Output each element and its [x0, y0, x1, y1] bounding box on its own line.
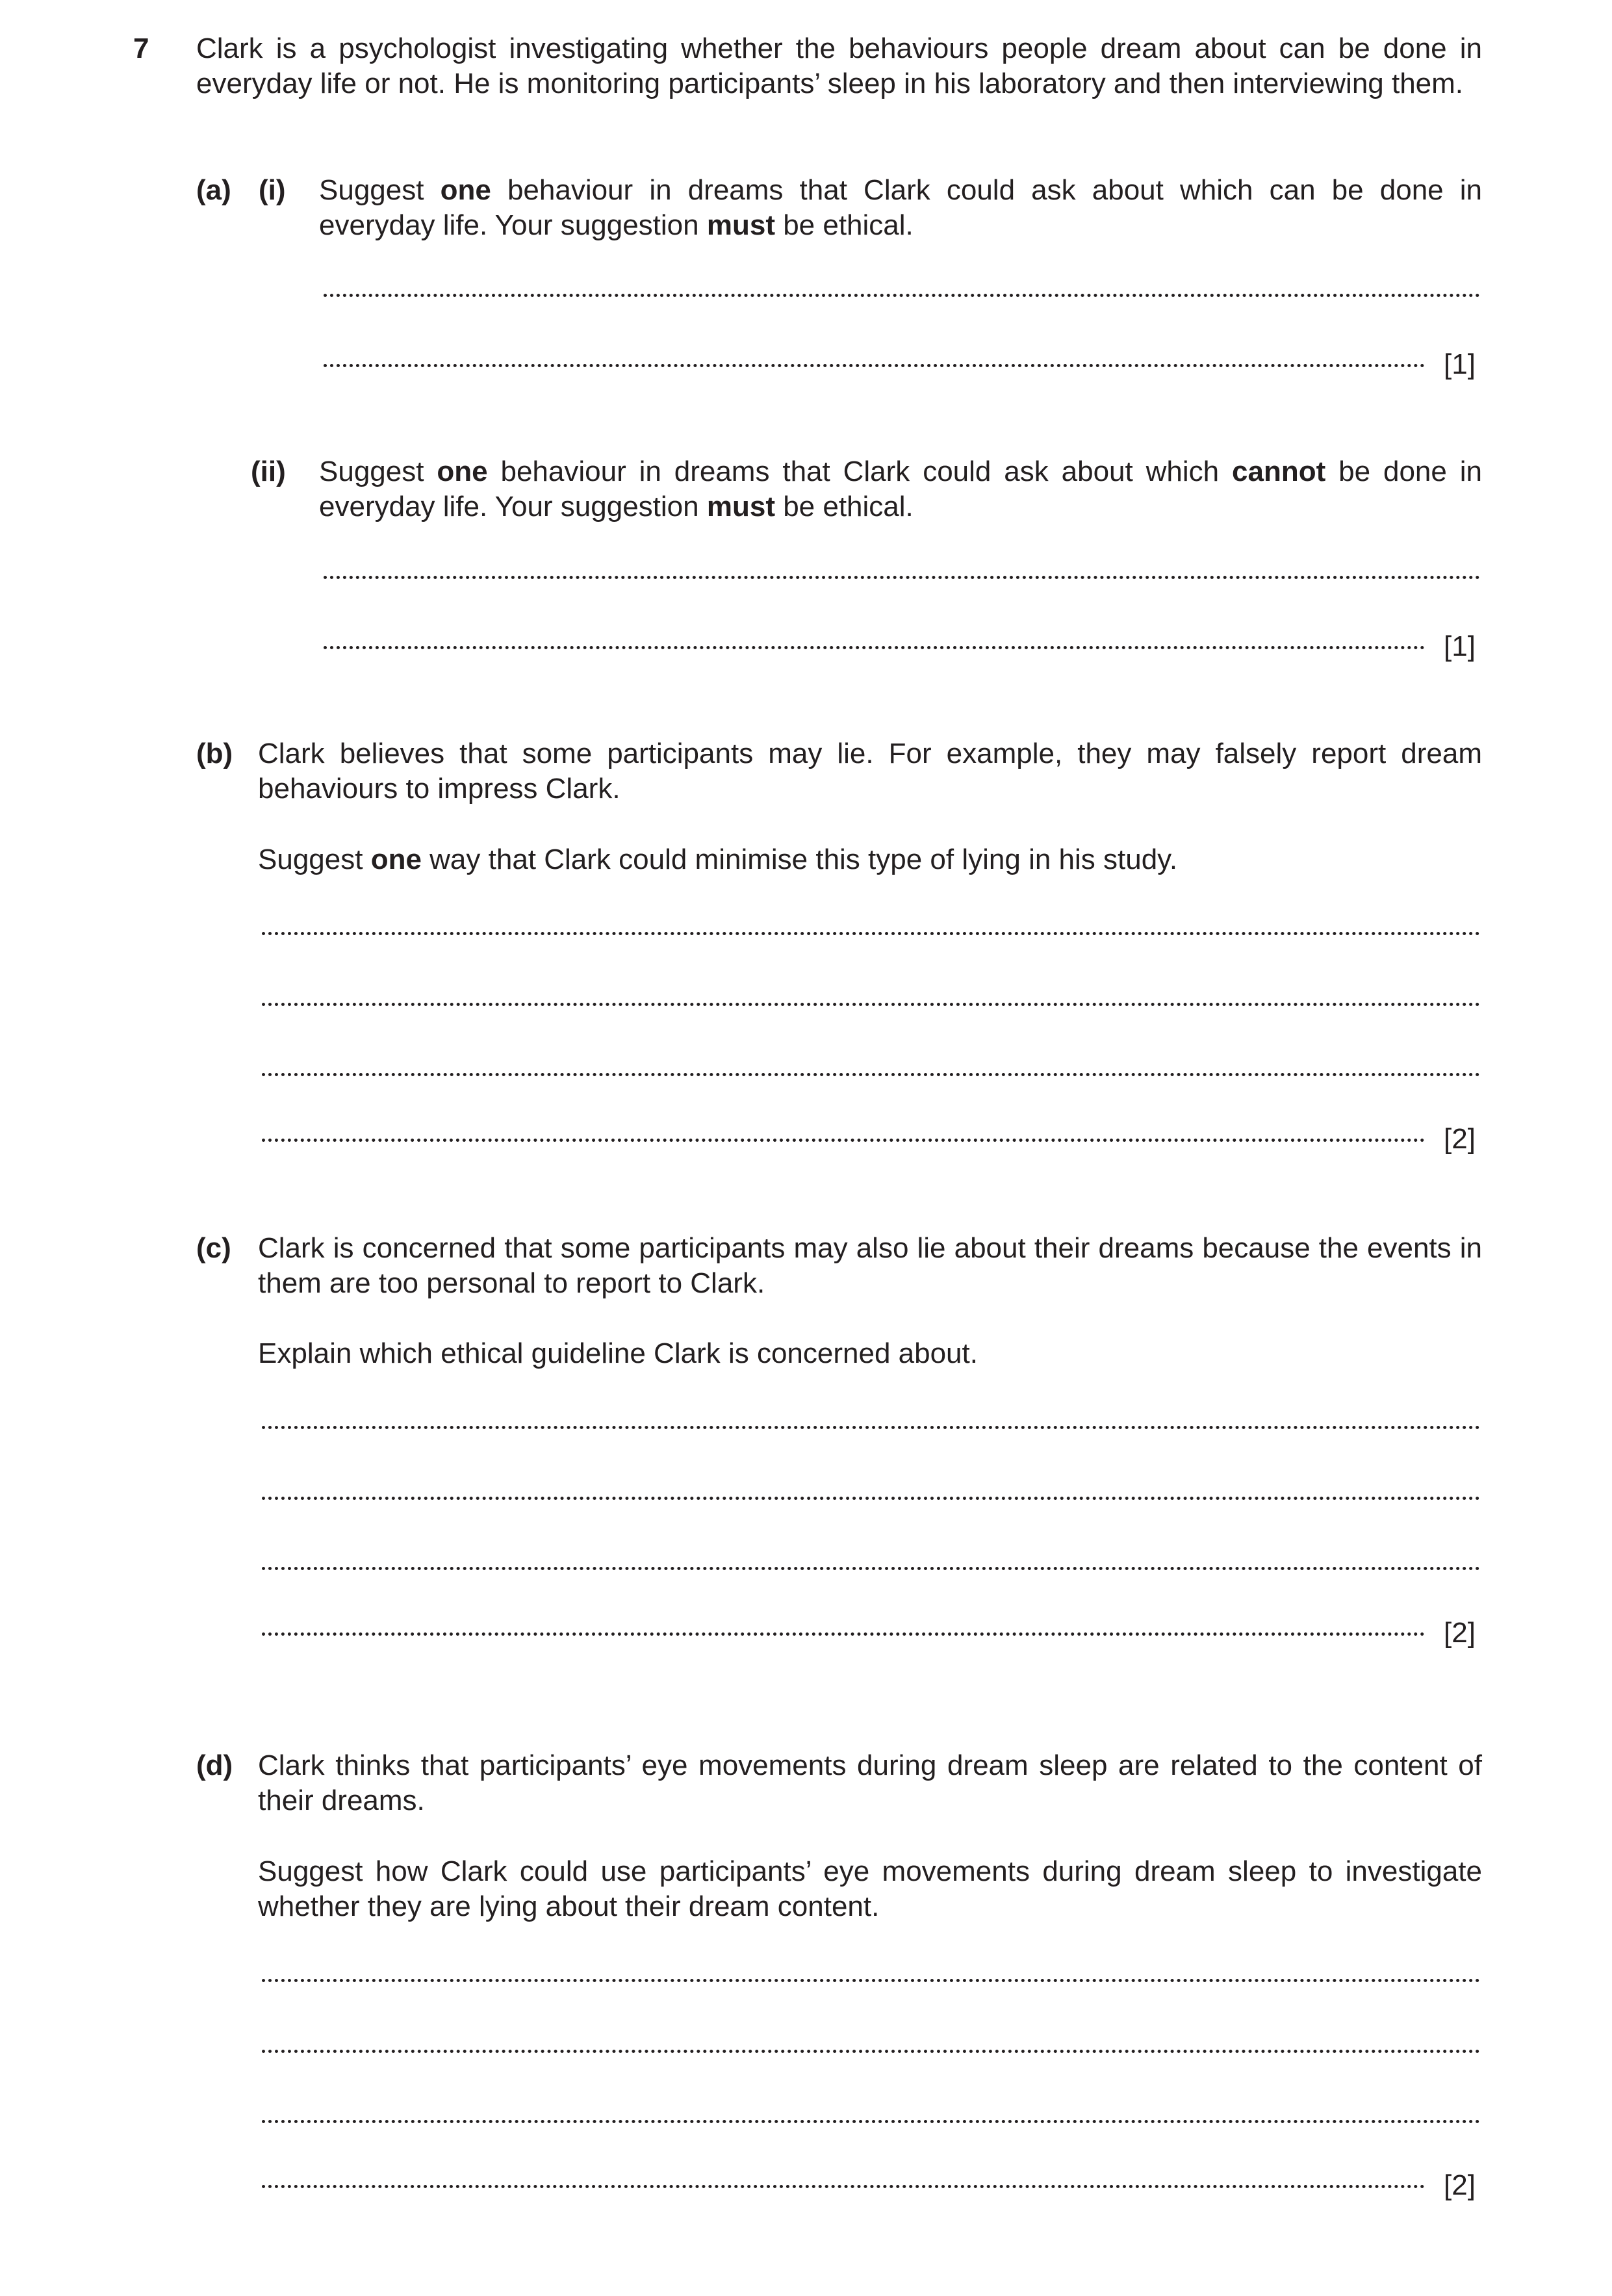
part-b-text: Clark believes that some participants may lie. For example, they may falsely report dream behaviours to impress Clark. — [258, 738, 1482, 805]
part-d-label: (d) — [196, 1749, 233, 1781]
answer-line[interactable] — [262, 1979, 1480, 1982]
answer-line[interactable] — [262, 1426, 1480, 1429]
part-a-ii-label: (ii) — [251, 456, 286, 487]
answer-line[interactable] — [262, 1003, 1480, 1006]
part-a-i-text: Suggest one behaviour in dreams that Clark could ask about which can be done in everyday life. Your suggestion must be ethical. — [319, 174, 1483, 241]
mark-allocation: [2] — [1444, 2169, 1476, 2201]
emphasis: must — [706, 209, 775, 241]
part-a-i-label: (i) — [259, 174, 286, 206]
question-stem: Clark is a psychologist investigating whether the behaviours people dream about can be done in everyday life or not. He is monitoring participants’ sleep in his laboratory and then interviewing them. — [196, 32, 1482, 99]
answer-line[interactable] — [262, 1567, 1480, 1570]
answer-line[interactable] — [324, 576, 1480, 579]
part-d-text: Clark thinks that participants’ eye movements during dream sleep are related to the content of their dreams. — [258, 1749, 1482, 1816]
answer-line[interactable] — [262, 2050, 1480, 2053]
mark-allocation: [2] — [1444, 1123, 1476, 1155]
answer-line[interactable] — [262, 2120, 1480, 2123]
mark-allocation: [1] — [1444, 630, 1476, 662]
part-b-instruction: Suggest one way that Clark could minimise this type of lying in his study. — [258, 844, 1178, 875]
answer-line[interactable] — [262, 2185, 1425, 2188]
emphasis: one — [437, 456, 488, 487]
answer-line[interactable] — [262, 1073, 1480, 1076]
emphasis: cannot — [1232, 456, 1326, 487]
answer-line[interactable] — [324, 364, 1425, 367]
part-c-text: Clark is concerned that some participants may also lie about their dreams because the events in them are too personal to report to Clark. — [258, 1232, 1482, 1299]
question-number: 7 — [133, 32, 149, 64]
emphasis: one — [370, 844, 422, 875]
answer-line[interactable] — [262, 932, 1480, 935]
emphasis: one — [440, 174, 491, 206]
part-d-instruction: Suggest how Clark could use participants’ eye movements during dream sleep to investigate whether they are lying about their dream content. — [258, 1855, 1482, 1922]
answer-line[interactable] — [262, 1632, 1425, 1636]
mark-allocation: [1] — [1444, 348, 1476, 380]
answer-line[interactable] — [262, 1139, 1425, 1142]
answer-line[interactable] — [262, 1497, 1480, 1500]
part-c-label: (c) — [196, 1232, 231, 1264]
answer-line[interactable] — [324, 646, 1425, 649]
part-a-label: (a) — [196, 174, 231, 206]
emphasis: must — [706, 491, 775, 522]
part-a-ii-text: Suggest one behaviour in dreams that Clark could ask about which cannot be done in everyday life. Your suggestion must be ethical. — [319, 456, 1482, 522]
answer-line[interactable] — [324, 294, 1480, 297]
mark-allocation: [2] — [1444, 1617, 1476, 1649]
part-c-instruction: Explain which ethical guideline Clark is concerned about. — [258, 1337, 978, 1369]
part-b-label: (b) — [196, 738, 233, 769]
